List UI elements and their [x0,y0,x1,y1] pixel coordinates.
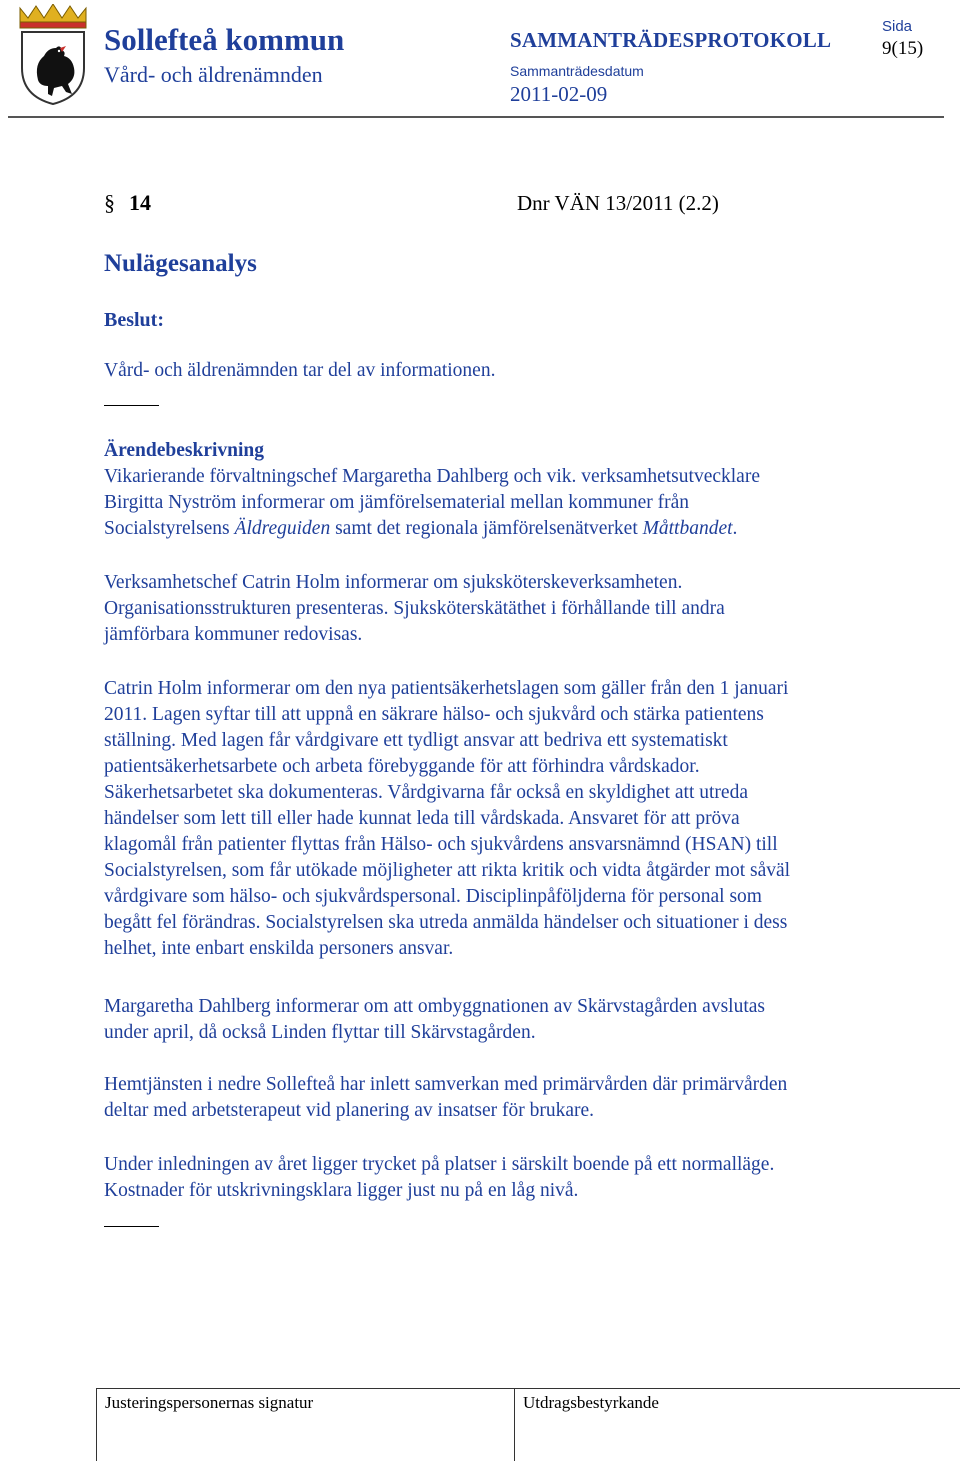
meeting-date-label: Sammanträdesdatum [510,63,644,79]
page-label: Sida [882,18,913,35]
item-title: Nulägesanalys [104,250,257,277]
text-line: Organisationsstrukturen presenteras. Sjuksköterskätäthet i förhållande till andra [104,598,725,619]
paragraph-number [104,190,151,216]
organisation-name: Sollefteå kommun [104,22,345,57]
text-line: ställning. Med lagen får vårdgivare ett tydligt ansvar att bedriva ett systematiskt [104,730,728,751]
extract-certification-box [514,1389,960,1461]
text-line: klagomål från patienter flyttas från Hälso- och sjukvårdens ansvarsnämnd (HSAN) till [104,834,778,855]
text-line: Hemtjänsten i nedre Sollefteå har inlett samverkan med primärvården där primärvården [104,1074,788,1095]
page-number: 9(15) [882,38,924,59]
signature-label: Justeringspersonernas signatur [105,1393,314,1412]
text-span: Socialstyrelsens [104,518,235,539]
text-span: . [732,518,738,539]
text-line: jämförbara kommuner redovisas. [104,624,363,645]
description-paragraph-3 [104,676,924,962]
coat-of-arms-icon [14,4,92,106]
committee-name: Vård- och äldrenämnden [104,62,323,87]
text-line: Birgitta Nyström informerar om jämförelsematerial mellan kommuner från [104,492,689,513]
decision-heading: Beslut: [104,309,164,331]
text-line: under april, då också Linden flyttar till Skärvstagården. [104,1022,536,1043]
document-type: SAMMANTRÄDESPROTOKOLL [510,28,832,52]
text-line [104,516,924,542]
separator-line [104,405,159,406]
decision-text: Vård- och äldrenämnden tar del av informationen. [104,360,496,381]
text-line: patientsäkerhetsarbete och arbeta förebyggande för att förhindra vårdskador. [104,756,700,777]
text-line: begått fel förändras. Socialstyrelsen ska utreda anmälda händelser och situationer i dess [104,912,788,933]
text-line: Kostnader för utskrivningsklara ligger just nu på en låg nivå. [104,1180,579,1201]
meeting-date: 2011-02-09 [510,82,608,106]
publication-name: Äldreguiden [234,518,331,539]
diary-number: Dnr VÄN 13/2011 (2.2) [517,191,719,215]
paragraph-number-value: 14 [129,190,151,215]
text-line: händelser som lett till eller hade kunnat leda till vårdskada. Ansvaret för att pröva [104,808,740,829]
section-symbol: § [104,190,115,215]
text-line: Säkerhetsarbetet ska dokumenteras. Vårdgivarna får också en skyldighet att utreda [104,782,748,803]
text-line: Vikarierande förvaltningschef Margaretha Dahlberg och vik. verksamhetsutvecklare [104,466,760,487]
text-line: helhet, inte enbart enskilda personers ansvar. [104,938,454,959]
description-paragraph-4 [104,994,924,1046]
text-line: Socialstyrelsen, som får utökade möjligheter att rikta kritik och vidta åtgärder mot såväl [104,860,791,881]
signature-footer [96,1388,960,1461]
text-line: Verksamhetschef Catrin Holm informerar om sjuksköterskeverksamheten. [104,572,683,593]
text-line: deltar med arbetsterapeut vid planering av insatser för brukare. [104,1100,595,1121]
text-line: Margaretha Dahlberg informerar om att ombyggnationen av Skärvstagården avslutas [104,996,765,1017]
text-line: Catrin Holm informerar om den nya patientsäkerhetslagen som gäller från den 1 januari [104,678,789,699]
text-line: 2011. Lagen syftar till att uppnå en säkrare hälso- och sjukvård och stärka patientens [104,704,764,725]
description-paragraph-2 [104,570,924,648]
separator-line [104,1226,159,1227]
text-line: vårdgivare som hälso- och sjukvårdspersonal. Disciplinpåföljderna för personal som [104,886,762,907]
description-paragraph-6 [104,1152,924,1204]
network-name: Måttbandet [642,518,733,539]
text-line: Under inledningen av året ligger trycket på platser i särskilt boende på ett normalläge. [104,1154,775,1175]
text-span: samt det regionala jämförelsenätverket [330,518,643,539]
extract-label: Utdragsbestyrkande [523,1393,659,1412]
description-heading: Ärendebeskrivning [104,440,264,461]
header-divider [8,116,944,118]
description-paragraph-5 [104,1072,924,1124]
signature-box [96,1389,515,1461]
description-paragraph-1 [104,464,924,542]
